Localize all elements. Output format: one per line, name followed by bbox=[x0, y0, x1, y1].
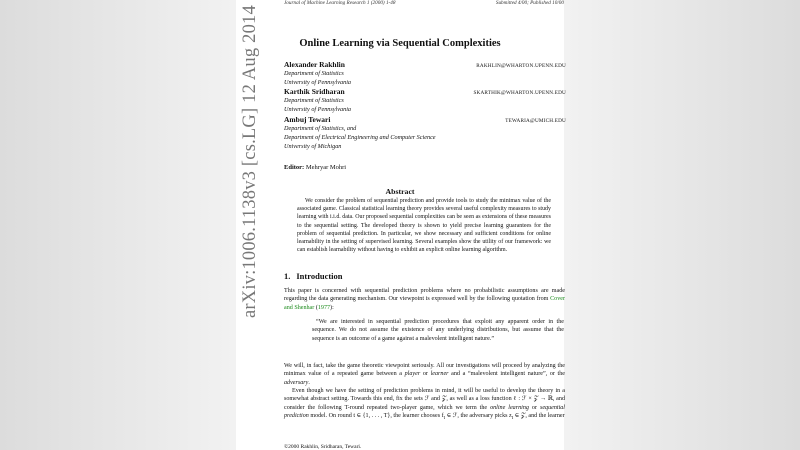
paragraph-text: Even though we have the setting of prediction problems in mind, it will be useful to develop the theory in a somewhat abstract setting. Towards this end, fix the sets ℱ and 𝒵, as well as a loss function ℓ : ℱ × 𝒵 → ℝ, and consider the following T-round repeated two-player game, which we term the bbox=[284, 388, 565, 411]
paragraph-text: or bbox=[528, 404, 540, 411]
intro-paragraph-1 bbox=[284, 287, 565, 312]
paragraph-text: ): bbox=[330, 304, 334, 311]
section-heading bbox=[284, 271, 349, 281]
affiliation-line: University of Michigan bbox=[284, 143, 342, 150]
intro-paragraph-3 bbox=[284, 387, 565, 423]
editor-name: Mehryar Mohri bbox=[305, 164, 347, 171]
section-number: 1. bbox=[284, 271, 291, 281]
author-name: Alexander Rakhlin bbox=[284, 60, 345, 69]
author-name: Ambuj Tewari bbox=[284, 115, 331, 124]
paragraph-text: and a “malevolent intelligent nature”, or the bbox=[448, 371, 565, 378]
emphasis: online learning bbox=[490, 404, 529, 411]
author-email[interactable]: TEWARIA@UMICH.EDU bbox=[505, 118, 566, 124]
emphasis: player bbox=[404, 371, 421, 378]
author-block bbox=[284, 60, 566, 87]
paragraph-text: . bbox=[308, 379, 310, 386]
paragraph-text: ( bbox=[314, 304, 318, 311]
arxiv-identifier: arXiv:1006.1138v3 [cs.LG] 12 Aug 2014 bbox=[240, 5, 260, 318]
affiliation-line: Department of Statistics bbox=[284, 70, 344, 77]
subscript: t bbox=[443, 415, 446, 422]
author-email[interactable]: RAKHLIN@WHARTON.UPENN.EDU bbox=[476, 63, 566, 69]
emphasis: adversary bbox=[284, 379, 309, 386]
abstract-heading: Abstract bbox=[385, 187, 415, 196]
affiliation-line: Department of Statistics bbox=[284, 97, 344, 104]
paragraph-text: or bbox=[420, 371, 431, 378]
author-email[interactable]: SKARTHIK@WHARTON.UPENN.EDU bbox=[473, 90, 566, 96]
emphasis: sequential prediction bbox=[284, 404, 566, 420]
editor-line bbox=[284, 164, 346, 171]
viewer-background-right bbox=[564, 0, 800, 450]
author-block bbox=[284, 87, 566, 114]
journal-info: Journal of Machine Learning Research 1 (2000) 1-48 bbox=[284, 0, 396, 6]
subscript: t bbox=[511, 415, 514, 422]
viewer-background-left bbox=[0, 0, 236, 450]
affiliation-line: University of Pennsylvania bbox=[284, 79, 352, 86]
paragraph-text: We will, in fact, take the game theoretic viewpoint seriously. All our investigations will proceed by analyzing the minimax value of a repeated game between a bbox=[284, 363, 565, 378]
paragraph-text: This paper is concerned with sequential prediction problems where no probabilistic assumptions are made regarding the data generating mechanism. Our viewpoint is expressed well by the following quotation from bbox=[284, 288, 565, 303]
intro-paragraph-2 bbox=[284, 362, 565, 387]
affiliation-line: University of Pennsylvania bbox=[284, 106, 352, 113]
affiliation-line: Department of Electrical Engineering and Computer Science bbox=[284, 134, 436, 141]
submission-info: Submitted 4/00; Published 10/00 bbox=[495, 0, 564, 6]
block-quote: “We are interested in sequential prediction procedures that exploit any apparent order in the sequence. We do not assume the existence of any underlying distributions, but assume that the sequence is an outcome of a game against a malevolent intelligent nature.” bbox=[312, 319, 564, 342]
author-block bbox=[284, 115, 566, 151]
section-title: Introduction bbox=[296, 271, 343, 281]
affiliation-line: Department of Statistics, and bbox=[284, 125, 357, 132]
emphasis: learner bbox=[430, 371, 449, 378]
paragraph-text: ∈ ℱ, the adversary picks z bbox=[445, 413, 512, 420]
citation-year-link[interactable]: 1977 bbox=[317, 304, 331, 311]
abstract-text: We consider the problem of sequential prediction and provide tools to study the minimax value of the associated game. Classical statistical learning theory provides several useful complexity measures to study learning with i.i.d. data. Our proposed sequential complexities can be seen as extensions of these measures to the sequential setting. The developed theory is shown to yield precise learning guarantees for the problem of sequential prediction. In particular, we show necessary and sufficient conditions for online learnability in the setting of supervised learning. Several examples show the utility of our framework: we can establish learnability without having to exhibit an explicit online learning algorithm. bbox=[297, 198, 551, 254]
copyright-footer: ©2000 Rakhlin, Sridharan, Tewari. bbox=[284, 444, 362, 450]
paragraph-text: model. On round t ∈ {1, . . . , T}, the learner chooses f bbox=[308, 413, 444, 420]
paragraph-text: ∈ 𝒵, and the learner bbox=[513, 413, 565, 420]
editor-label: Editor: bbox=[284, 164, 305, 171]
running-header bbox=[284, 0, 564, 6]
paper-title: Online Learning via Sequential Complexities bbox=[299, 38, 501, 49]
author-name: Karthik Sridharan bbox=[284, 87, 345, 96]
citation-link[interactable]: Cover and Shenhar bbox=[284, 296, 565, 311]
